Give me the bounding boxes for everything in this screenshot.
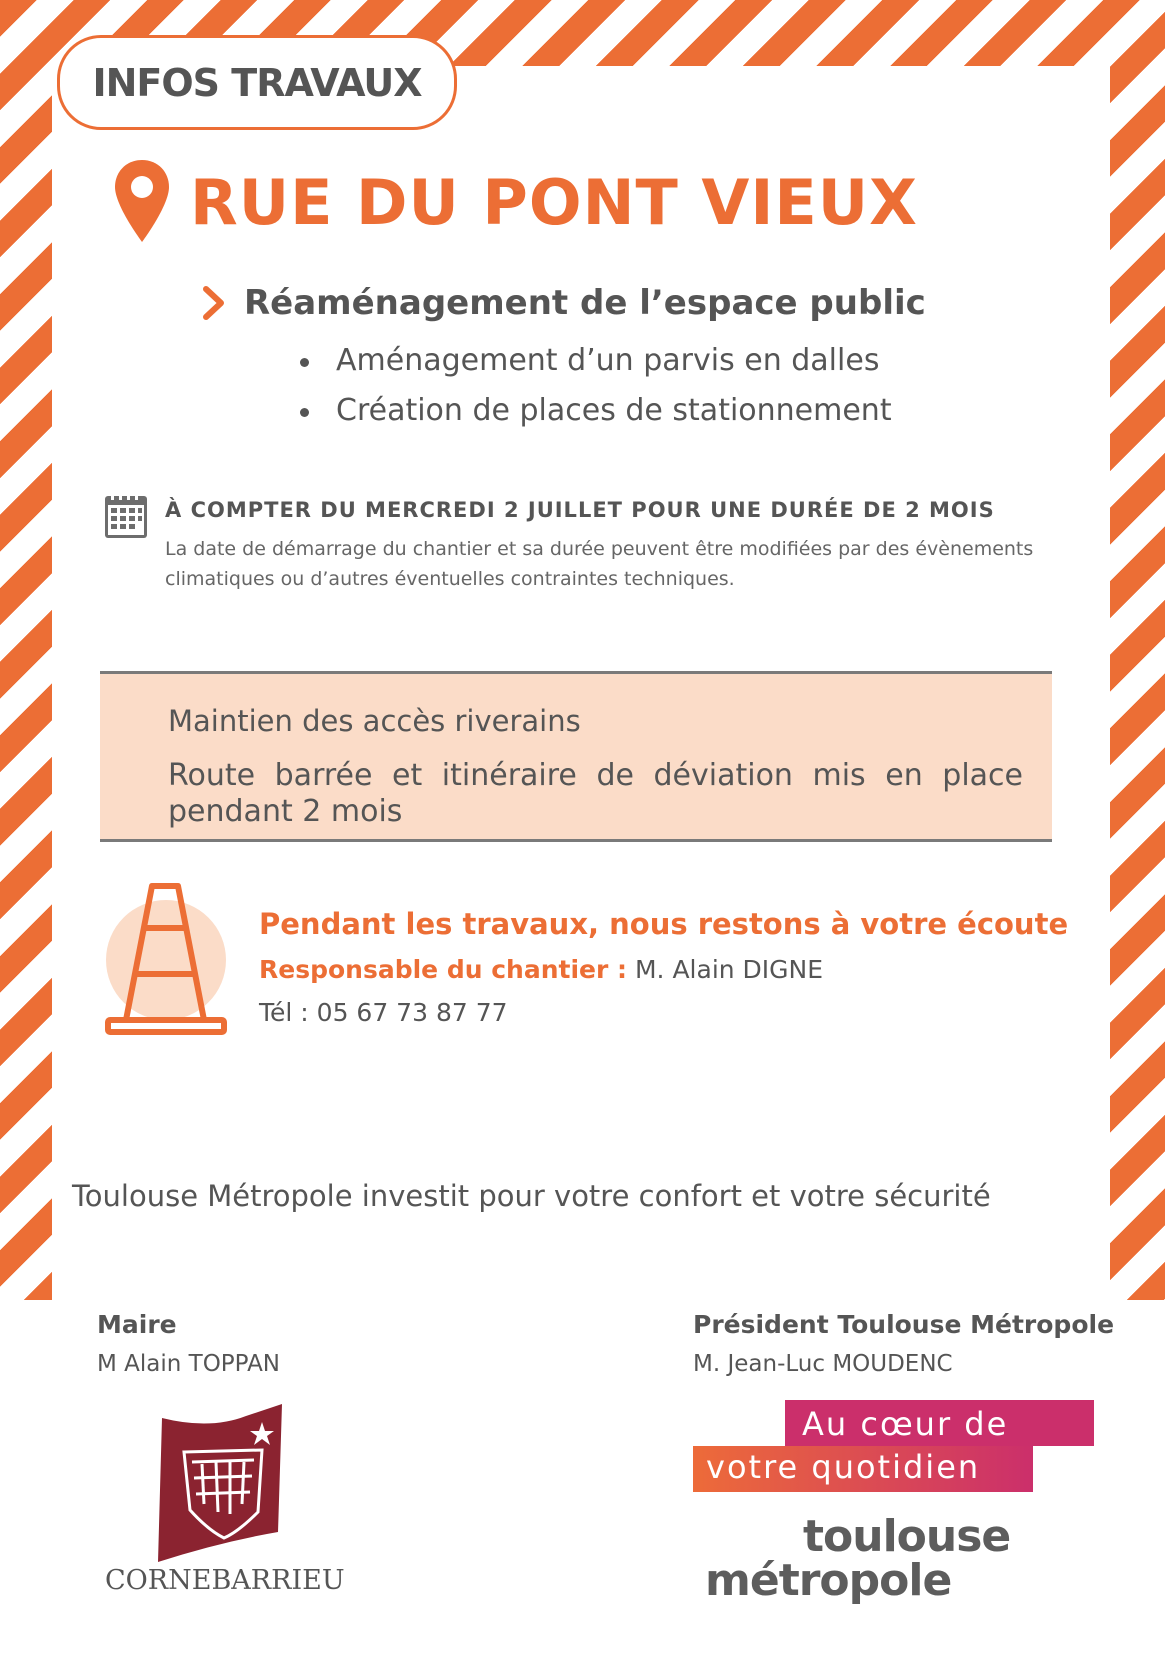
infos-travaux-badge: INFOS TRAVAUX (57, 35, 457, 130)
list-item (300, 386, 892, 436)
list-item (300, 336, 892, 386)
tagline (706, 1403, 1016, 1489)
slogan: Toulouse Métropole investit pour votre confort et votre sécurité (72, 1179, 991, 1213)
mayor-role: Maire (97, 1310, 177, 1339)
schedule-note: La date de démarrage du chantier et sa durée peuvent être modifiées par des évènements climatiques ou d’autres éventuelles contraintes techniques. (165, 538, 1034, 590)
tagline-line-2: votre quotidien (706, 1448, 981, 1486)
contact-headline: Pendant les travaux, nous restons à votre écoute (259, 907, 1069, 941)
contact-responsible (259, 955, 823, 984)
map-pin-icon (112, 158, 172, 244)
brand-line-2: métropole (705, 1555, 952, 1606)
schedule-headline: À COMPTER DU MERCREDI 2 JUILLET POUR UNE DURÉE DE 2 MOIS (165, 498, 995, 522)
responsible-name: M. Alain DIGNE (634, 955, 824, 984)
cornebarrieu-logo (150, 1404, 285, 1564)
president-name: M. Jean-Luc MOUDENC (693, 1351, 953, 1377)
tagline-line-1: Au cœur de (802, 1405, 1009, 1443)
mayor-name: M Alain TOPPAN (97, 1351, 281, 1377)
commune-name: CORNEBARRIEU (105, 1565, 345, 1596)
project-subtitle: Réaménagement de l’espace public (244, 283, 926, 323)
list-item-text: Création de places de stationnement (336, 393, 892, 428)
access-title: Maintien des accès riverains (168, 704, 581, 738)
bullet-icon (300, 408, 309, 417)
president-role: Président Toulouse Métropole (693, 1310, 1115, 1339)
traffic-cone-icon (100, 880, 230, 1035)
project-items (300, 336, 892, 436)
calendar-icon (103, 490, 149, 540)
access-text: Route barrée et itinéraire de déviation mis en place pendant 2 mois (168, 758, 1023, 829)
brand-line-1: toulouse (803, 1511, 1011, 1562)
toulouse-metropole-logo (705, 1511, 1025, 1606)
chevron-right-icon (203, 286, 225, 320)
bullet-icon (300, 358, 309, 367)
responsible-label: Responsable du chantier : (259, 955, 628, 984)
list-item-text: Aménagement d’un parvis en dalles (336, 343, 880, 378)
contact-phone: Tél : 05 67 73 87 77 (259, 998, 508, 1027)
page-title: RUE DU PONT VIEUX (190, 166, 918, 239)
access-info-box (100, 671, 1052, 842)
